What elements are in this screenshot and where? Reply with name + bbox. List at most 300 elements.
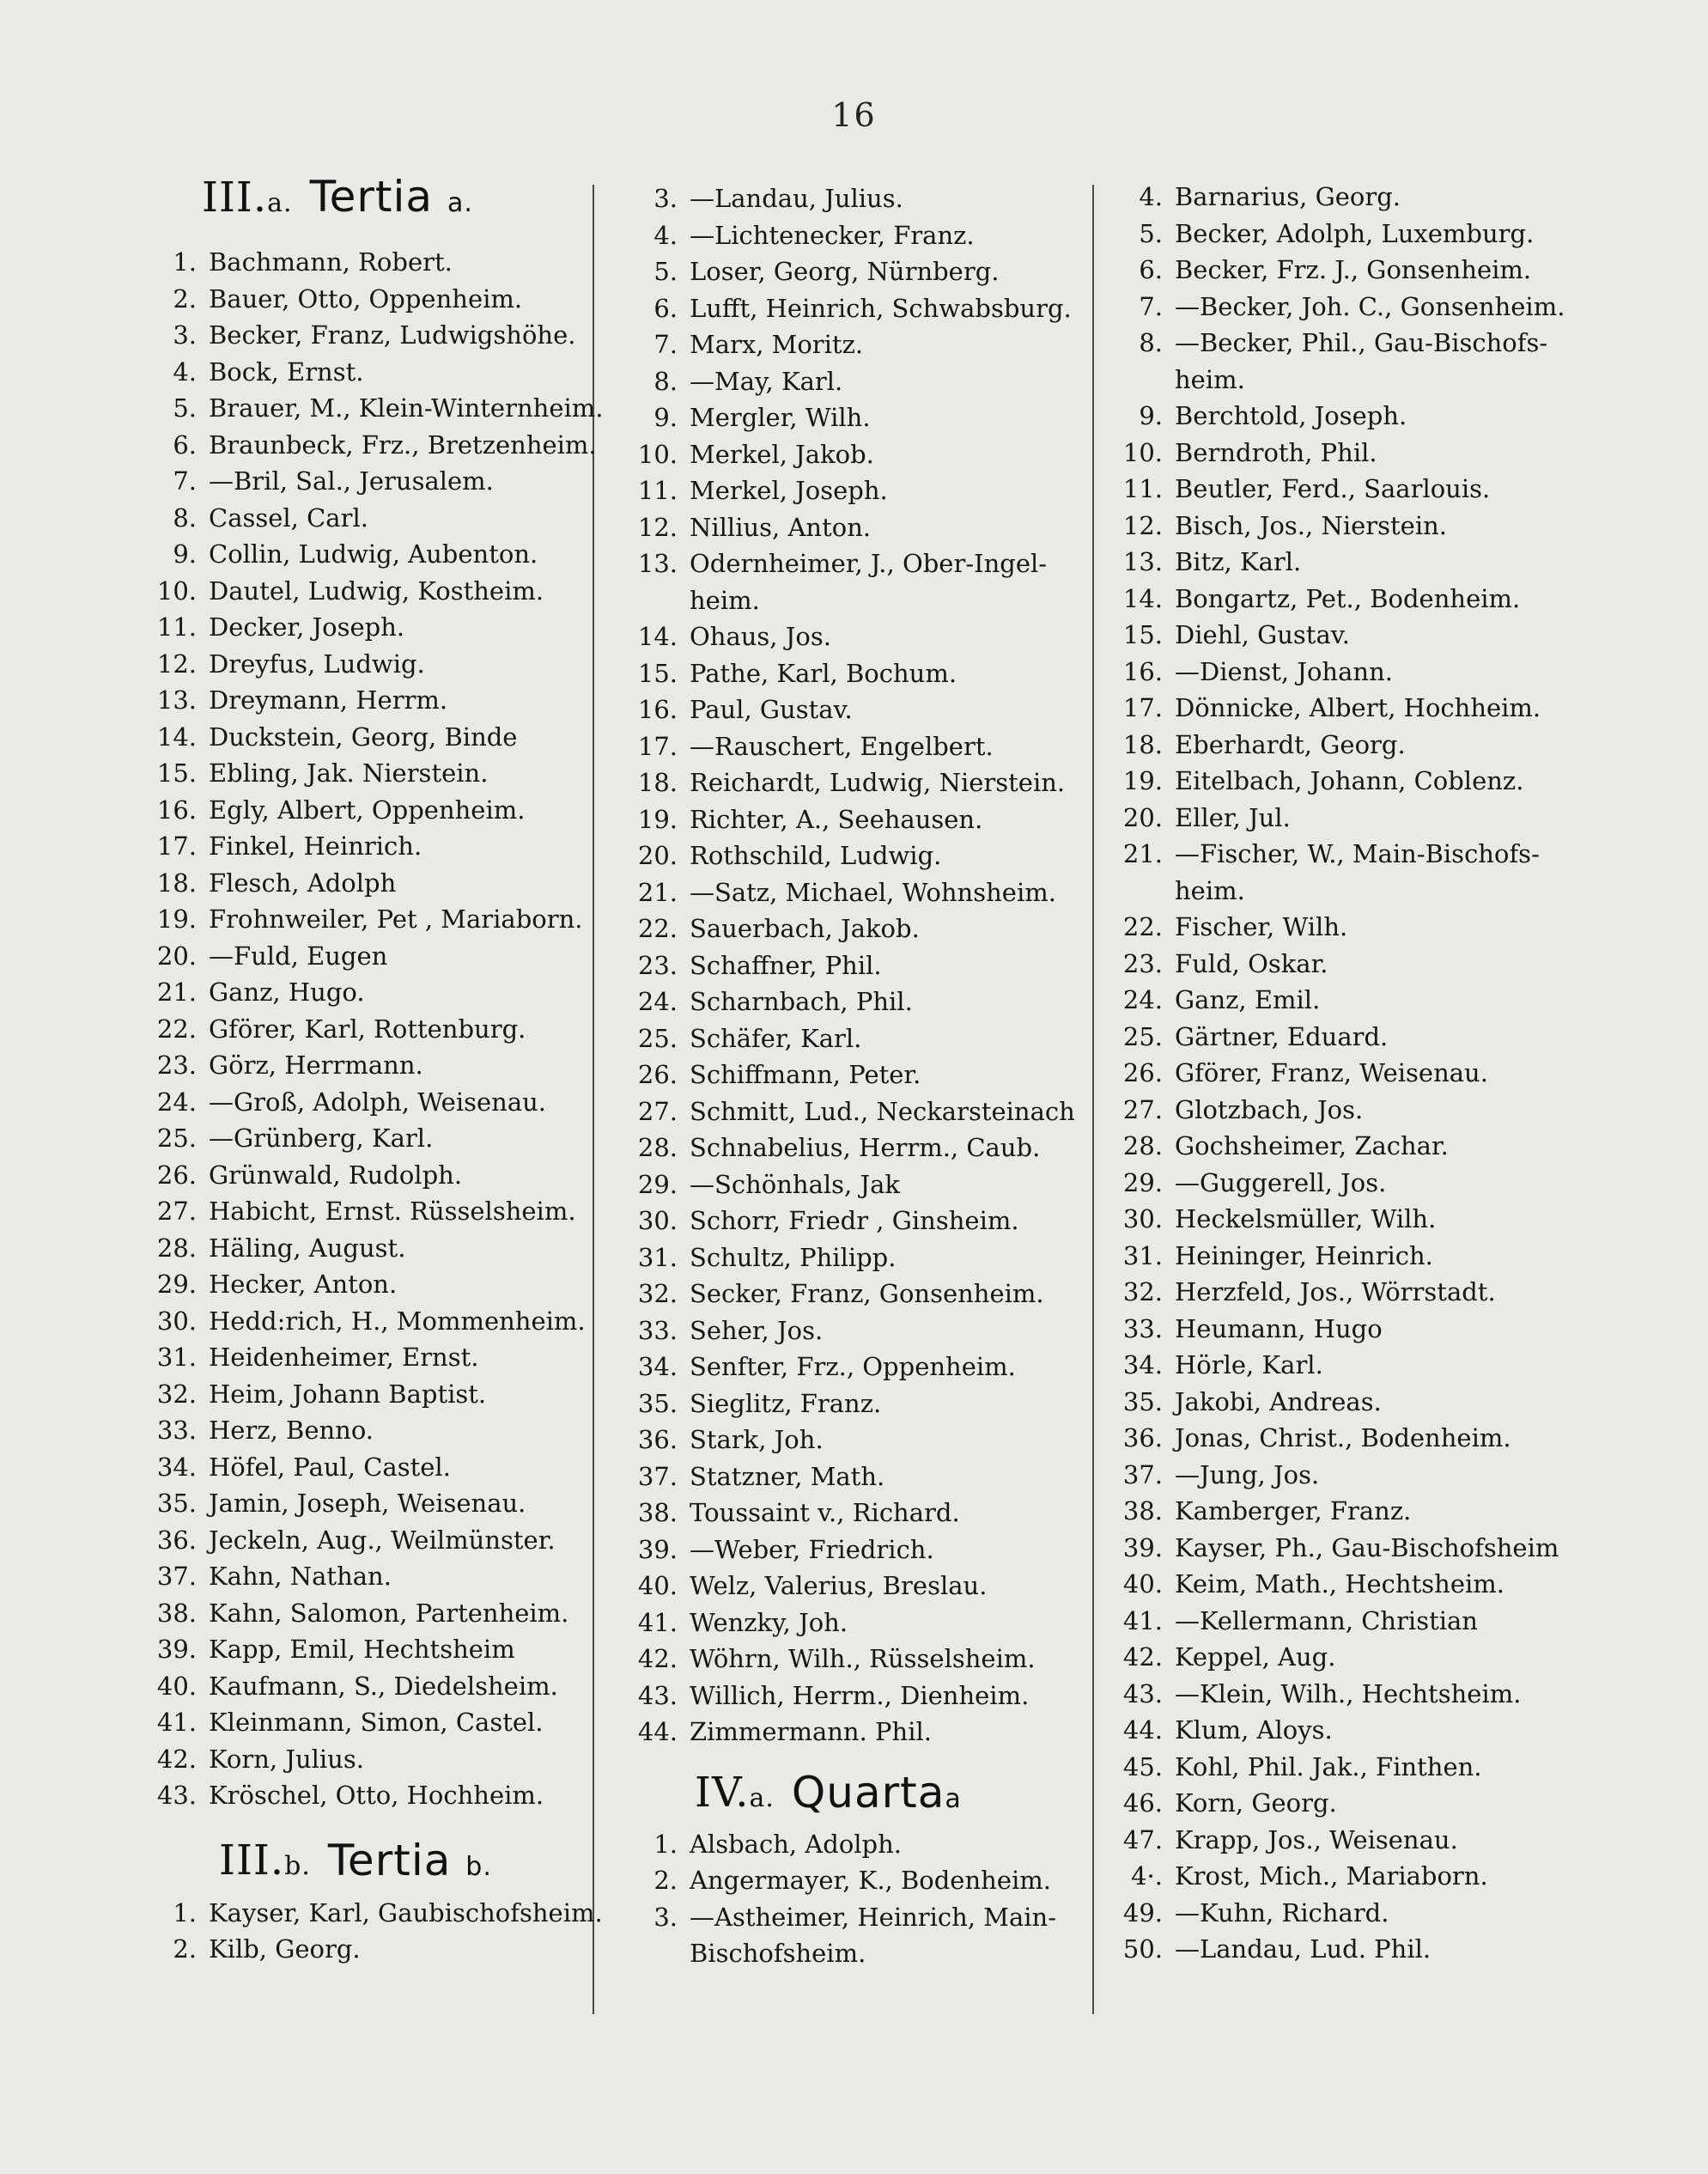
heading-roman: III. [202, 174, 268, 222]
student-name: Jeckeln, Aug., Weilmünster. [209, 1525, 556, 1555]
list-item [1108, 654, 1589, 691]
list-item [1108, 362, 1589, 399]
item-number: 5. [1139, 218, 1163, 248]
student-name: Eberhardt, Georg. [1175, 729, 1406, 759]
student-name: Kayser, Karl, Gaubischofsheim. [209, 1897, 603, 1927]
item-number: 10. [156, 575, 197, 606]
item-number: 20. [1122, 802, 1163, 832]
list-item [142, 1741, 588, 1778]
item-number: 36. [156, 1525, 197, 1555]
item-number: 7. [653, 330, 678, 359]
student-name: Barnarius, Georg. [1175, 182, 1401, 211]
student-name: Kaufmann, S., Diedelsheim. [209, 1671, 558, 1701]
list-item [1108, 581, 1589, 618]
student-list-tertia-b [142, 1895, 603, 1968]
item-number: 29. [156, 1270, 197, 1299]
student-name: Kröschel, Otto, Hochheim. [209, 1781, 544, 1810]
item-number: 8. [1139, 328, 1163, 357]
student-name: Keim, Math., Hechtsheim. [1175, 1569, 1504, 1599]
item-number: 42. [637, 1644, 678, 1673]
list-item [623, 1568, 1078, 1605]
student-name: Berndroth, Phil. [1175, 437, 1377, 467]
item-number: 27. [156, 1197, 197, 1226]
student-name: Heckelsmüller, Wilh. [1175, 1204, 1437, 1233]
item-number: 10. [637, 439, 678, 469]
list-item [623, 1422, 1078, 1458]
list-item [142, 1558, 588, 1595]
item-number: 6. [1139, 255, 1163, 284]
student-name: Ganz, Emil. [1175, 985, 1321, 1014]
student-name: Wöhrn, Wilh., Rüsselsheim. [690, 1644, 1036, 1673]
item-number: 15. [1122, 620, 1163, 649]
list-item [142, 1668, 588, 1705]
list-item [1108, 1639, 1589, 1676]
list-item [623, 618, 1078, 655]
item-number: 1. [653, 1829, 678, 1859]
student-list-tertia-a-cont [623, 180, 1078, 1751]
list-item [623, 1203, 1078, 1239]
student-name: Hörle, Karl. [1175, 1350, 1323, 1379]
item-number: 44. [637, 1717, 678, 1746]
student-name: heim. [1175, 364, 1245, 394]
item-number: 29. [1122, 1167, 1163, 1197]
item-number: 11. [637, 476, 678, 505]
student-name: Dreyfus, Ludwig. [209, 649, 425, 679]
list-item [142, 1011, 588, 1048]
student-name: —Bril, Sal., Jerusalem. [209, 466, 494, 496]
student-name: —Klein, Wilh., Hechtsheim. [1175, 1678, 1522, 1708]
list-item [142, 1931, 588, 1968]
item-number: 6. [173, 429, 197, 460]
item-number: 28. [637, 1133, 678, 1162]
student-name: Rothschild, Ludwig. [690, 841, 942, 870]
student-name: Beutler, Ferd., Saarlouis. [1175, 474, 1491, 503]
list-item [623, 1678, 1078, 1714]
item-number: 30. [156, 1306, 197, 1336]
item-number: 23. [156, 1050, 197, 1080]
item-number: 23. [637, 950, 678, 980]
student-name: Nillius, Anton. [690, 512, 872, 542]
list-item [142, 354, 588, 391]
student-name: Höfel, Paul, Castel. [209, 1452, 451, 1482]
item-number: 43. [637, 1680, 678, 1710]
list-item [1108, 325, 1589, 362]
student-name: —Kellermann, Christian [1175, 1605, 1478, 1635]
item-number: 12. [156, 649, 197, 679]
item-number: 22. [1122, 912, 1163, 941]
list-item [1108, 1128, 1589, 1165]
list-item [1108, 1055, 1589, 1092]
item-number: 30. [1122, 1204, 1163, 1233]
item-number: 17. [156, 831, 197, 861]
student-name: Glotzbach, Jos. [1175, 1094, 1364, 1124]
list-item [623, 290, 1078, 327]
student-name: —Becker, Joh. C., Gonsenheim. [1175, 291, 1565, 321]
student-name: Schäfer, Karl. [690, 1023, 862, 1053]
item-number: 26. [156, 1160, 197, 1190]
list-item [142, 1704, 588, 1741]
item-number: 44. [1122, 1715, 1163, 1745]
list-item [142, 1266, 588, 1303]
list-item [1108, 1274, 1589, 1311]
student-name: —Grünberg, Karl. [209, 1124, 434, 1153]
item-number: 11. [156, 612, 197, 642]
list-item [142, 755, 588, 792]
item-number: 15. [156, 758, 197, 788]
student-name: —Groß, Adolph, Weisenau. [209, 1087, 547, 1117]
student-name: Dautel, Ludwig, Kostheim. [209, 575, 544, 606]
student-name: Schaffner, Phil. [690, 950, 882, 980]
item-number: 36. [637, 1425, 678, 1454]
student-name: —Fuld, Eugen [209, 941, 388, 971]
student-name: Bischofsheim. [690, 1939, 866, 1968]
student-name: Loser, Georg, Nürnberg. [690, 257, 1000, 286]
list-item [623, 1057, 1078, 1093]
item-number: 4. [173, 356, 197, 387]
student-name: Krapp, Jos., Weisenau. [1175, 1824, 1458, 1854]
student-name: Gförer, Karl, Rottenburg. [209, 1014, 526, 1044]
list-item [142, 536, 588, 573]
item-number: 34. [637, 1352, 678, 1381]
list-item [623, 363, 1078, 400]
student-name: Statzner, Math. [690, 1461, 885, 1491]
heading-roman: IV. [695, 1768, 750, 1817]
student-name: Sauerbach, Jakob. [690, 914, 920, 943]
item-number: 2. [653, 1866, 678, 1895]
student-name: —Kuhn, Richard. [1175, 1897, 1389, 1927]
list-item [1108, 1092, 1589, 1129]
list-item [623, 1312, 1078, 1349]
item-number: 22. [637, 914, 678, 943]
student-name: Decker, Joseph. [209, 612, 405, 642]
list-item [142, 1303, 588, 1340]
item-number: 34. [156, 1452, 197, 1482]
list-item [623, 1641, 1078, 1678]
list-item [623, 326, 1078, 363]
student-list-tertia-a [142, 244, 604, 1814]
student-name: Gochsheimer, Zachar. [1175, 1131, 1449, 1160]
list-item [142, 1230, 588, 1267]
item-number: 37. [1122, 1459, 1163, 1489]
list-item [623, 1495, 1078, 1532]
list-item [623, 947, 1078, 984]
student-name: Heidenheimer, Ernst. [209, 1343, 479, 1372]
list-item [142, 573, 588, 610]
student-name: Heim, Johann Baptist. [209, 1379, 487, 1409]
list-item [1108, 1749, 1589, 1786]
item-number: 43. [156, 1781, 197, 1810]
list-item [1108, 727, 1589, 764]
list-item [142, 974, 588, 1011]
student-name: Bock, Ernst. [209, 356, 364, 387]
item-number: 5. [173, 393, 197, 423]
list-item [142, 244, 588, 281]
student-name: Seher, Jos. [690, 1315, 824, 1345]
student-name: Kleinmann, Simon, Castel. [209, 1708, 544, 1737]
item-number: 7. [173, 466, 197, 496]
list-item [623, 1899, 1078, 1936]
list-item [1108, 982, 1589, 1019]
list-item [142, 1777, 588, 1814]
section-heading-quarta-a [695, 1759, 1078, 1826]
list-item [1108, 1931, 1589, 1968]
list-item [1108, 1347, 1589, 1384]
list-item [142, 901, 588, 938]
student-name: Senfter, Frz., Oppenheim. [690, 1352, 1016, 1381]
column-3 [1108, 179, 1589, 1968]
heading-title: Tertia [327, 1835, 452, 1885]
student-name: Ganz, Hugo. [209, 977, 365, 1007]
student-name: Dönnicke, Albert, Hochheim. [1175, 693, 1541, 722]
heading-title: Tertia [309, 172, 434, 222]
list-item [623, 801, 1078, 838]
student-name: —Fischer, W., Main-Bischofs- [1175, 839, 1540, 868]
item-number: 42. [1122, 1642, 1163, 1672]
list-item [623, 1349, 1078, 1385]
item-number: 41. [637, 1607, 678, 1637]
heading-roman-sub: a. [267, 188, 293, 218]
item-number: 3. [173, 320, 197, 350]
heading-title-sub: b. [465, 1851, 492, 1882]
item-number: 39. [156, 1635, 197, 1664]
item-number: 14. [156, 722, 197, 752]
item-number: 32. [1122, 1277, 1163, 1306]
list-item [142, 609, 588, 646]
list-item [142, 938, 588, 975]
item-number: 8. [653, 366, 678, 396]
item-number: 31. [1122, 1240, 1163, 1270]
student-name: Becker, Franz, Ludwigshöhe. [209, 320, 576, 350]
list-item [1108, 1530, 1589, 1567]
item-number: 2. [173, 283, 197, 314]
list-item [1108, 1603, 1589, 1640]
item-number: 1. [173, 247, 197, 277]
item-number: 14. [1122, 583, 1163, 613]
list-item [1108, 800, 1589, 837]
item-number: 5. [653, 257, 678, 286]
student-name: —Landau, Julius. [690, 184, 903, 213]
student-name: Kahn, Salomon, Partenheim. [209, 1598, 569, 1628]
list-item [1108, 1676, 1589, 1713]
list-item [1108, 508, 1589, 545]
item-number: 37. [156, 1562, 197, 1591]
list-item [623, 545, 1078, 582]
heading-title-sub: a [945, 1783, 962, 1814]
student-name: Marx, Moritz. [690, 330, 864, 359]
item-number: 38. [1122, 1496, 1163, 1525]
student-name: Hedd:rich, H., Mommenheim. [209, 1306, 586, 1336]
item-number: 22. [156, 1014, 197, 1044]
student-name: Duckstein, Georg, Binde [209, 722, 518, 752]
list-item [142, 1339, 588, 1376]
list-item [1108, 1858, 1589, 1895]
list-item [142, 1595, 588, 1632]
student-name: Schiffmann, Peter. [690, 1060, 921, 1089]
student-name: —Weber, Friedrich. [690, 1534, 934, 1564]
item-number: 32. [637, 1279, 678, 1308]
list-item [1108, 1238, 1589, 1275]
student-name: Habicht, Ernst. Rüsselsheim. [209, 1197, 576, 1226]
list-item [1108, 1712, 1589, 1749]
list-item [623, 582, 1078, 619]
item-number: 30. [637, 1206, 678, 1235]
student-name: Fischer, Wilh. [1175, 912, 1348, 941]
list-item [142, 1895, 603, 1932]
student-name: —Dienst, Johann. [1175, 656, 1393, 686]
list-item [142, 1449, 588, 1486]
student-name: Odernheimer, J., Ober-Ingel- [690, 549, 1048, 578]
student-name: Becker, Frz. J., Gonsenheim. [1175, 255, 1532, 284]
student-name: Lufft, Heinrich, Schwabsburg. [690, 293, 1072, 323]
item-number: 25. [637, 1023, 678, 1053]
list-item [623, 1130, 1078, 1166]
item-number: 2. [173, 1934, 197, 1964]
item-number: 4. [653, 220, 678, 250]
list-item [1108, 471, 1589, 508]
item-number: 8. [173, 502, 197, 533]
student-name: —Satz, Michael, Wohnsheim. [690, 877, 1056, 907]
item-number: 40. [1122, 1569, 1163, 1599]
student-name: Kahn, Nathan. [209, 1562, 392, 1591]
student-name: Korn, Georg. [1175, 1788, 1337, 1818]
student-name: Mergler, Wilh. [690, 403, 871, 432]
list-item [142, 1047, 588, 1084]
item-number: 20. [156, 941, 197, 971]
list-item [142, 317, 588, 354]
student-name: Grünwald, Rudolph. [209, 1160, 463, 1190]
list-item [142, 1412, 588, 1449]
item-number: 4·. [1131, 1861, 1163, 1891]
item-number: 38. [156, 1598, 197, 1628]
item-number: 13. [1122, 547, 1163, 576]
item-number: 24. [637, 987, 678, 1016]
student-name: —Rauschert, Engelbert. [690, 731, 994, 761]
item-number: 28. [156, 1233, 197, 1263]
student-name: —Becker, Phil., Gau-Bischofs- [1175, 328, 1548, 357]
list-item [142, 792, 588, 829]
student-name: Secker, Franz, Gonsenheim. [690, 1279, 1044, 1308]
student-name: heim. [1175, 875, 1245, 905]
item-number: 29. [637, 1169, 678, 1199]
list-item [1108, 1311, 1589, 1348]
student-name: Bauer, Otto, Oppenheim. [209, 283, 523, 314]
item-number: 6. [653, 293, 678, 323]
heading-roman-sub: b. [284, 1850, 311, 1881]
student-name: Kamberger, Franz. [1175, 1496, 1412, 1525]
item-number: 40. [156, 1671, 197, 1701]
item-number: 49. [1122, 1897, 1163, 1927]
list-item [623, 1166, 1078, 1203]
list-item [1108, 1165, 1589, 1202]
student-name: Diehl, Gustav. [1175, 620, 1350, 649]
item-number: 3. [653, 184, 678, 213]
student-name: Korn, Julius. [209, 1744, 364, 1774]
student-name: Fuld, Oskar. [1175, 948, 1328, 978]
item-number: 7. [1139, 291, 1163, 321]
list-item [1108, 909, 1589, 946]
student-name: Bongartz, Pet., Bodenheim. [1175, 583, 1521, 613]
student-name: Sieglitz, Franz. [690, 1388, 882, 1418]
item-number: 26. [1122, 1058, 1163, 1087]
list-item [623, 1605, 1078, 1641]
student-name: Ohaus, Jos. [690, 622, 831, 651]
list-item [623, 728, 1078, 765]
item-number: 35. [1122, 1386, 1163, 1416]
item-number: 24. [156, 1087, 197, 1117]
item-number: 14. [637, 622, 678, 651]
student-list-tertia-b-cont [1108, 179, 1589, 1968]
list-item [623, 253, 1078, 290]
item-number: 34. [1122, 1350, 1163, 1379]
student-name: Klum, Aloys. [1175, 1715, 1333, 1745]
item-number: 19. [156, 904, 197, 934]
item-number: 25. [1122, 1021, 1163, 1051]
item-number: 36. [1122, 1423, 1163, 1452]
student-name: —Jung, Jos. [1175, 1459, 1320, 1489]
item-number: 27. [1122, 1094, 1163, 1124]
heading-title-sub: a. [447, 188, 473, 218]
list-item [1108, 617, 1589, 654]
student-name: —May, Karl. [690, 366, 843, 396]
item-number: 41. [1122, 1605, 1163, 1635]
student-name: Pathe, Karl, Bochum. [690, 658, 957, 688]
list-item [142, 390, 604, 427]
list-item [1108, 1019, 1589, 1056]
list-item [1108, 435, 1589, 472]
student-name: Keppel, Aug. [1175, 1642, 1336, 1672]
item-number: 17. [1122, 693, 1163, 722]
item-number: 27. [637, 1096, 678, 1126]
student-name: Willich, Herrm., Dienheim. [690, 1680, 1030, 1710]
student-name: —Astheimer, Heinrich, Main- [690, 1902, 1056, 1932]
column-1 [142, 172, 604, 1968]
item-number: 24. [1122, 985, 1163, 1014]
item-number: 17. [637, 731, 678, 761]
student-name: Frohnweiler, Pet , Mariaborn. [209, 904, 583, 934]
student-list-quarta-a [623, 1826, 1078, 1972]
list-item [623, 1093, 1078, 1130]
list-item [142, 1376, 588, 1413]
item-number: 11. [1122, 474, 1163, 503]
student-name: Ebling, Jak. Nierstein. [209, 758, 489, 788]
list-item [623, 217, 1078, 254]
list-item [142, 1485, 588, 1522]
student-name: —Landau, Lud. Phil. [1175, 1934, 1431, 1964]
column-divider-right [1092, 185, 1094, 2014]
student-name: Jonas, Christ., Bodenheim. [1175, 1423, 1511, 1452]
list-item [623, 764, 1078, 801]
student-name: Kilb, Georg. [209, 1934, 361, 1964]
student-name: Wenzky, Joh. [690, 1607, 848, 1637]
list-item [623, 436, 1078, 473]
list-item [1108, 1493, 1589, 1530]
item-number: 47. [1122, 1824, 1163, 1854]
student-name: Eller, Jul. [1175, 802, 1291, 832]
list-item [623, 910, 1078, 947]
student-name: Jakobi, Andreas. [1175, 1386, 1382, 1416]
item-number: 32. [156, 1379, 197, 1409]
student-name: Reichardt, Ludwig, Nierstein. [690, 768, 1066, 797]
student-name: Schmitt, Lud., Neckarsteinach [690, 1096, 1075, 1126]
item-number: 39. [637, 1534, 678, 1564]
list-item [142, 463, 588, 500]
item-number: 35. [156, 1489, 197, 1518]
list-item [1108, 946, 1589, 983]
list-item [623, 509, 1078, 546]
list-item [1108, 763, 1589, 800]
list-item [623, 472, 1078, 509]
list-item [142, 1084, 588, 1121]
